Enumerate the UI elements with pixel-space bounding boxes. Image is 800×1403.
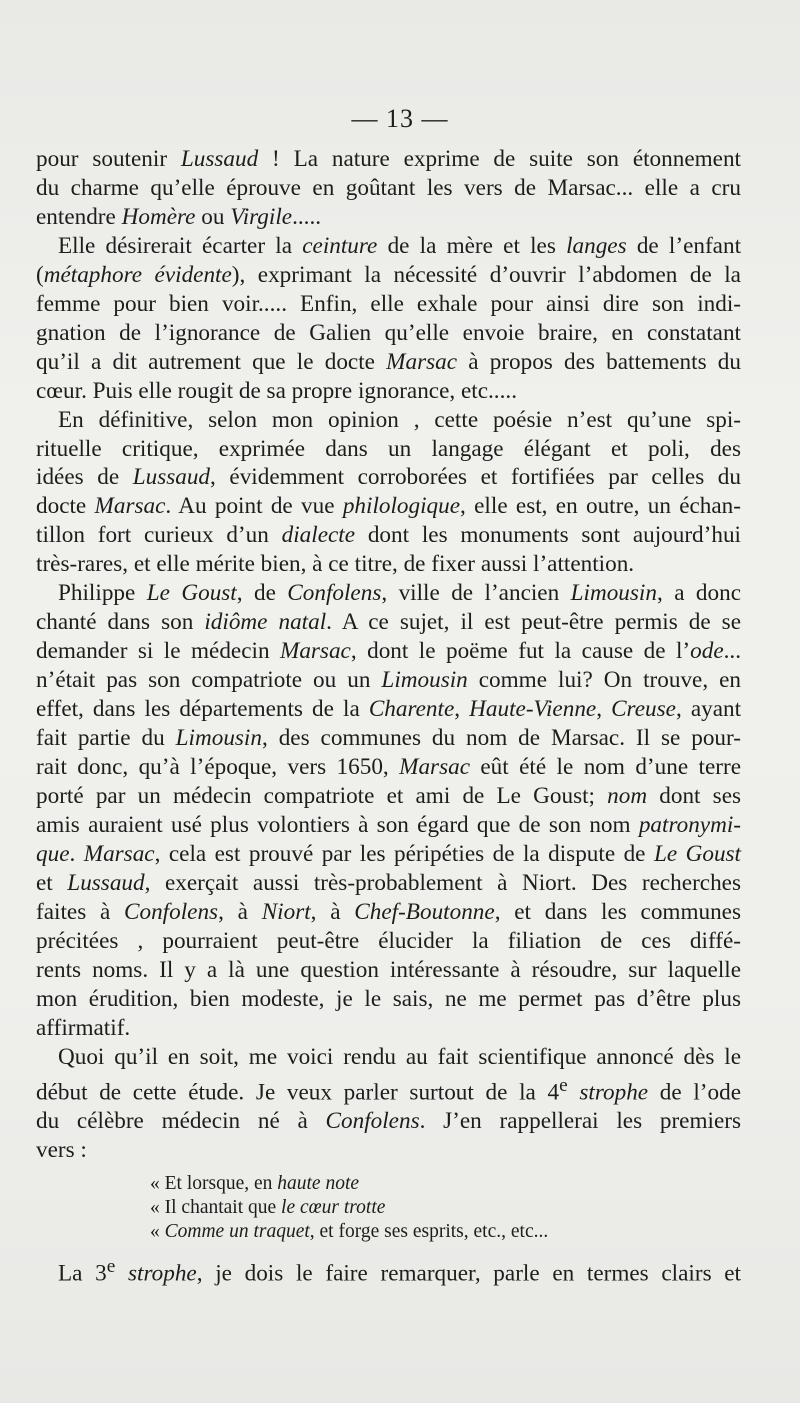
text-line: La 3e strophe, je dois le faire remarquer, parle en termes clairs et — [58, 1256, 742, 1287]
text-line: rents noms. Il y a là une question intéressante à résoudre, sur laquelle — [36, 956, 741, 983]
text-line: n’était pas son compatriote ou un Limousin comme lui? On trouve, en — [36, 667, 742, 694]
text-line: du célèbre médecin né à Confolens. J’en rappellerai les premiers — [36, 1108, 741, 1135]
text-line: idées de Lussaud, évidemment corroborées et fortifiées par celles du — [36, 464, 741, 491]
text-line: gnation de l’ignorance de Galien qu’elle envoie braire, en constatant — [36, 319, 741, 346]
text-line: cœur. Puis elle rougit de sa propre ignorance, etc..... — [36, 377, 517, 404]
text-line: En définitive, selon mon opinion , cette poésie n’est qu’une spi- — [58, 406, 741, 433]
text-line: effet, dans les départements de la Charente, Haute-Vienne, Creuse, ayant — [36, 696, 742, 723]
body-text — [36, 145, 741, 1289]
text-line: mon érudition, bien modeste, je le sais, ne me permet pas d’être plus — [36, 985, 741, 1012]
text-line: vers : — [36, 1137, 87, 1164]
text-line: très-rares, et elle mérite bien, à ce titre, de fixer aussi l’attention. — [36, 551, 635, 578]
text-line: et Lussaud, exerçait aussi très-probablement à Niort. Des recherches — [36, 869, 741, 896]
text-line: fait partie du Limousin, des communes du nom de Marsac. Il se pour- — [36, 725, 741, 752]
text-line: Quoi qu’il en soit, me voici rendu au fait scientifique annoncé dès le — [58, 1043, 741, 1070]
quote-line: « Il chantait que le cœur trotte — [150, 1197, 386, 1219]
quote-line: « Comme un traquet, et forge ses esprits, etc., etc... — [150, 1221, 549, 1243]
text-line: Elle désirerait écarter la ceinture de la mère et les langes de l’enfant — [58, 232, 742, 259]
text-line: que. Marsac, cela est prouvé par les péripéties de la dispute de Le Goust — [36, 840, 742, 867]
text-line: Philippe Le Goust, de Confolens, ville de l’ancien Limousin, a donc — [58, 580, 741, 607]
text-line: rait donc, qu’à l’époque, vers 1650, Marsac eût été le nom d’une terre — [36, 754, 741, 781]
text-line: porté par un médecin compatriote et ami de Le Goust; nom dont ses — [36, 782, 742, 809]
text-line: (métaphore évidente), exprimant la nécessité d’ouvrir l’abdomen de la — [36, 261, 741, 288]
text-line: précitées , pourraient peut-être élucider la filiation de ces diffé- — [36, 927, 741, 954]
page-number: — 13 — — [351, 104, 449, 133]
text-line: entendre Homère ou Virgile..... — [36, 203, 322, 230]
text-line: début de cette étude. Je veux parler surtout de la 4e strophe de l’ode — [36, 1074, 741, 1106]
text-line: rituelle critique, exprimée dans un langage élégant et poli, des — [36, 435, 741, 462]
text-line: amis auraient usé plus volontiers à son égard que de son nom patronymi- — [36, 811, 741, 838]
quote-line: « Et lorsque, en haute note — [150, 1173, 360, 1195]
text-line: docte Marsac. Au point de vue philologique, elle est, en outre, un échan- — [36, 493, 741, 520]
text-line: demander si le médecin Marsac, dont le poëme fut la cause de l’ode... — [36, 638, 741, 665]
verse-quote — [36, 1172, 741, 1244]
text-line: affirmatif. — [36, 1014, 131, 1041]
text-line: qu’il a dit autrement que le docte Marsac à propos des battements du — [36, 348, 741, 375]
text-line: faites à Confolens, à Niort, à Chef-Boutonne, et dans les communes — [36, 898, 741, 925]
text-line: femme pour bien voir..... Enfin, elle exhale pour ainsi dire son indi- — [36, 290, 741, 317]
text-line: pour soutenir Lussaud ! La nature exprime de suite son étonnement — [36, 146, 741, 172]
text-line: tillon fort curieux d’un dialecte dont les monuments sont aujourd’hui — [36, 522, 742, 549]
text-line: chanté dans son idiôme natal. A ce sujet, il est peut-être permis de se — [36, 609, 741, 636]
text-line: du charme qu’elle éprouve en goûtant les vers de Marsac... elle a cru — [36, 174, 741, 201]
